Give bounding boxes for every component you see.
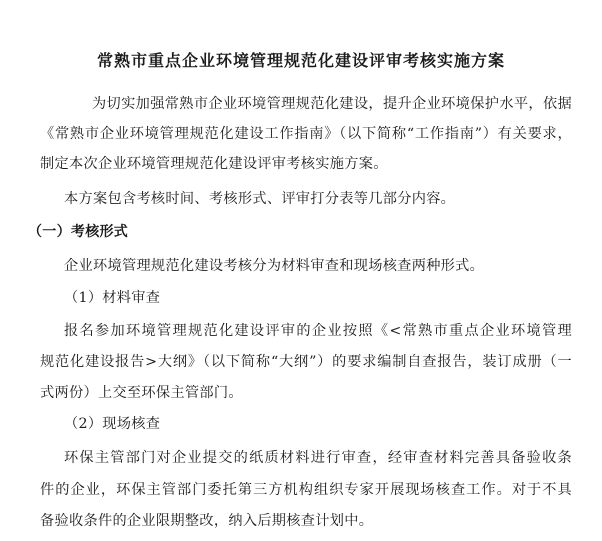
subsection-1-heading: （1）材料审查 <box>64 290 161 306</box>
intro-line-2: 《常熟市企业环境管理规范化建设工作指南》（以下简称“工作指南”）有关要求， <box>40 126 572 142</box>
document-title: 常熟市重点企业环境管理规范化建设评审考核实施方案 <box>96 51 505 70</box>
subsection-2-line-3: 备验收条件的企业限期整改，纳入后期核查计划中。 <box>40 513 374 529</box>
section-1-summary: 企业环境管理规范化建设考核分为材料审查和现场核查两种形式。 <box>64 258 485 274</box>
intro-line-1: 为切实加强常熟市企业环境管理规范化建设，提升企业环境保护水平，依据 <box>92 96 572 112</box>
subsection-1-line-2: 规范化建设报告>大纲》（以下简称“大纲”）的要求编制自查报告，装订成册（一 <box>40 354 572 370</box>
subsection-2-line-1: 环保主管部门对企业提交的纸质材料进行审查，经审查材料完善具备验收条 <box>64 450 572 466</box>
intro-line-3: 制定本次企业环境管理规范化建设评审考核实施方案。 <box>40 156 388 172</box>
subsection-2-heading: （2）现场核查 <box>64 416 161 432</box>
subsection-2-line-2: 件的企业，环保主管部门委托第三方机构组织专家开展现场核查工作。对于不具 <box>40 482 572 498</box>
section-1-heading: （一）考核形式 <box>28 224 129 240</box>
subsection-1-line-1: 报名参加环境管理规范化建设评审的企业按照《<常熟市重点企业环境管理 <box>64 323 572 339</box>
subsection-1-line-3: 式两份）上交至环保主管部门。 <box>40 385 243 401</box>
scope-paragraph: 本方案包含考核时间、考核形式、评审打分表等几部分内容。 <box>64 191 456 207</box>
